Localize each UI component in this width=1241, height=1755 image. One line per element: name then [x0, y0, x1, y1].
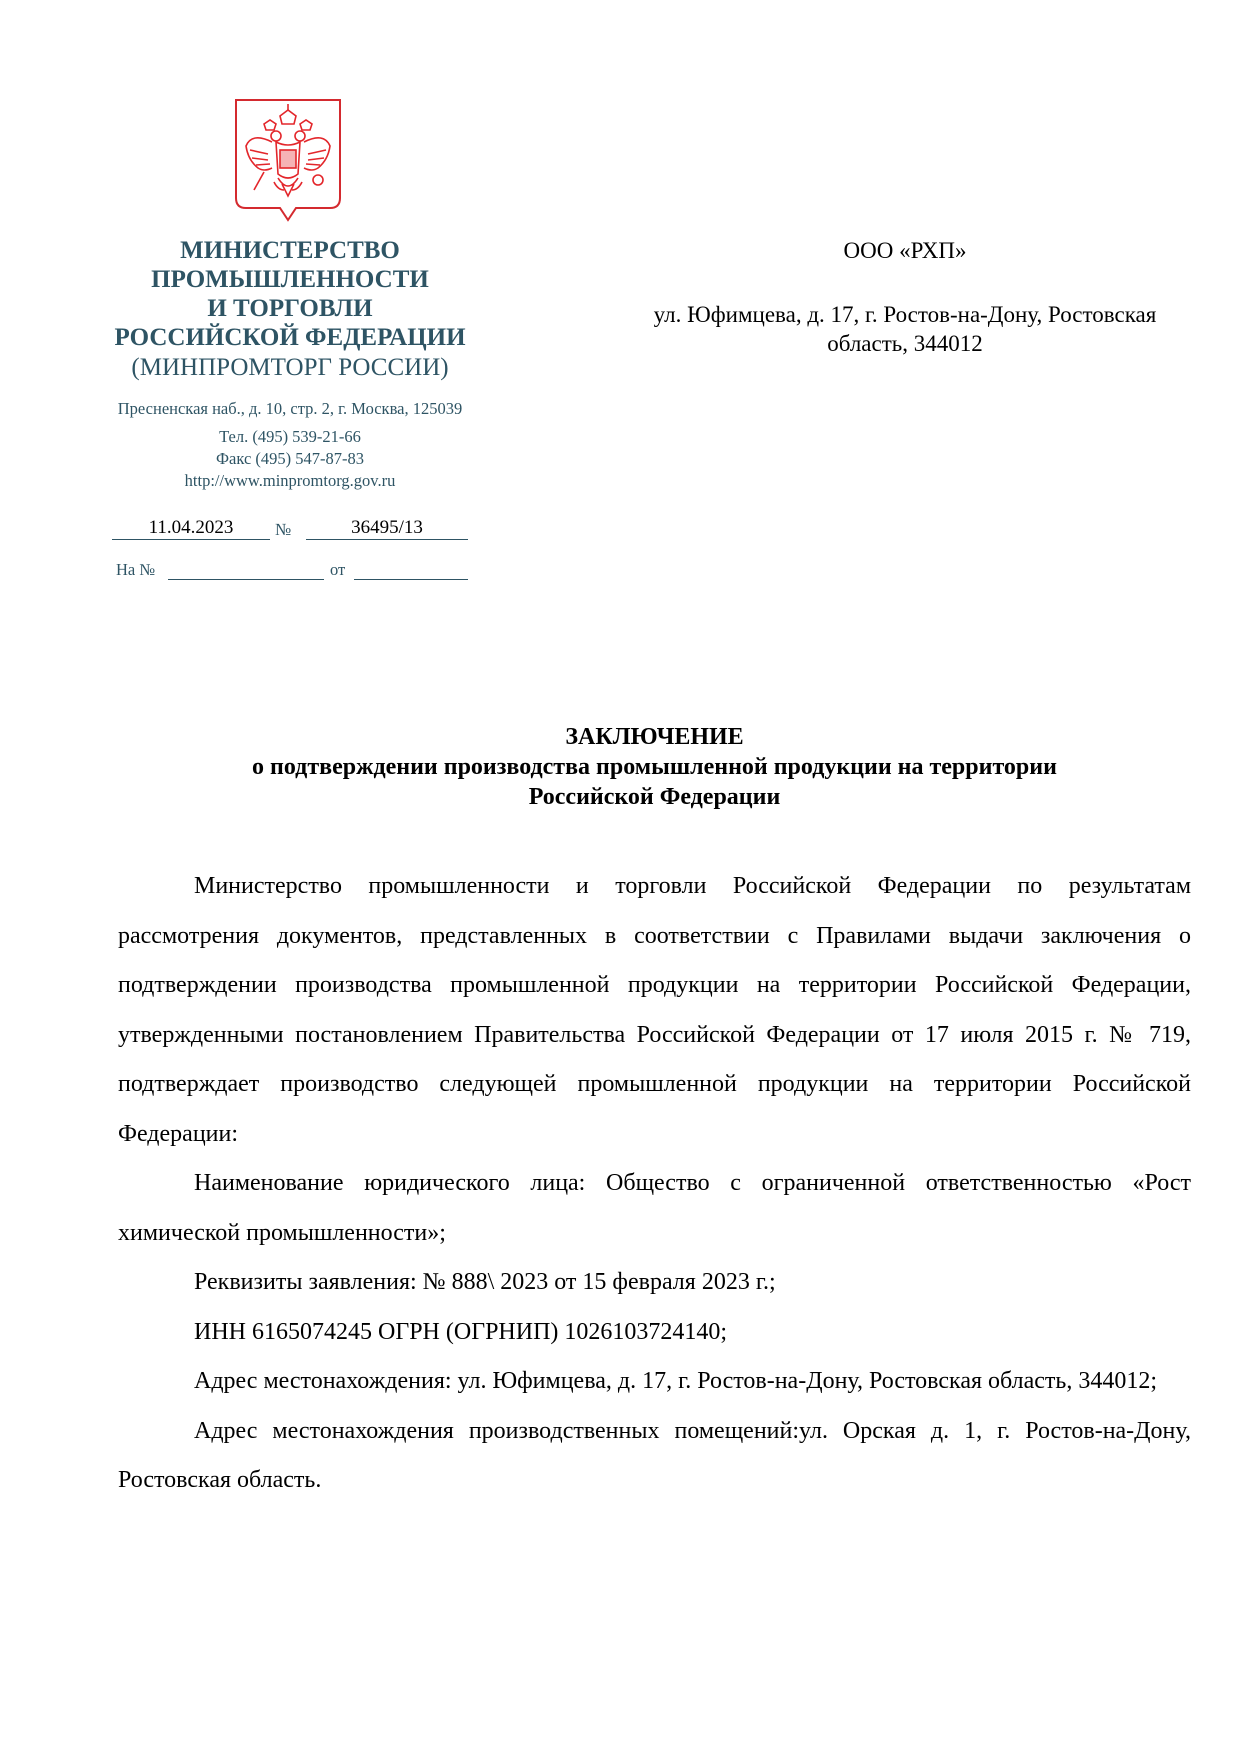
ministry-name-line: РОССИЙСКОЙ ФЕДЕРАЦИИ [114, 324, 466, 351]
body-paragraph: Министерство промышленности и торговли Российской Федерации по результатам рассмотрения документов, представленных в соответствии с Правилами выдачи заключения о подтверждении производства промышленной продукции на территории Российской Федерации, утвержденными постановлением Правительства Российской Федерации от 17 июля 2015 г. № 719, подтверждает производство следующей промышленной продукции на территории Российской Федерации: [118, 873, 1191, 1147]
ministry-address: Пресненская наб., д. 10, стр. 2, г. Москва, 125039 [117, 399, 463, 418]
document-title [118, 722, 1191, 812]
number-sign: № [275, 520, 292, 539]
ministry-name-line: И ТОРГОВЛИ [207, 295, 373, 322]
document-number: 36495/13 [306, 517, 468, 540]
reply-date-blank [354, 579, 468, 580]
ministry-phone: Тел. (495) 539-21-66 [219, 427, 361, 446]
body-paragraph: Адрес местонахождения производственных помещений:ул. Орская д. 1, г. Ростов-на-Дону, Ростовская область. [118, 1417, 1191, 1493]
registration-line [112, 512, 468, 540]
ministry-contacts [60, 398, 520, 492]
body-paragraph: ИНН 6165074245 ОГРН (ОГРНИП) 1026103724140; [194, 1318, 728, 1345]
ministry-block [60, 236, 520, 383]
recipient-address-line: ул. Юфимцева, д. 17, г. Ростов-на-Дону, Ростовская [653, 302, 1157, 327]
reply-date-label: от [330, 560, 346, 579]
ministry-name-line: МИНИСТЕРСТВО [180, 237, 400, 264]
title-heading: ЗАКЛЮЧЕНИЕ [565, 724, 744, 750]
document-body [118, 862, 1191, 1506]
recipient-address-line: область, 344012 [827, 331, 983, 356]
title-subtitle-line: о подтверждении производства промышленной продукции на территории [252, 754, 1057, 780]
body-paragraph: Адрес местонахождения: ул. Юфимцева, д. 17, г. Ростов-на-Дону, Ростовская область, 344012; [194, 1368, 1158, 1394]
reply-number-label: На № [116, 560, 156, 579]
recipient-organization: ООО «РХП» [843, 238, 967, 263]
ministry-short-name: (МИНПРОМТОРГ РОССИИ) [131, 354, 449, 381]
recipient-address [600, 300, 1210, 358]
document-date: 11.04.2023 [112, 517, 270, 540]
recipient-block [600, 236, 1210, 358]
body-paragraph: Наименование юридического лица: Общество с ограниченной ответственностью «Рост химической промышленности»; [118, 1170, 1191, 1246]
reply-reference-line [112, 556, 468, 582]
title-subtitle-line: Российской Федерации [528, 784, 781, 810]
coat-of-arms-icon [234, 98, 342, 222]
ministry-fax: Факс (495) 547-87-83 [215, 449, 365, 468]
reply-number-blank [168, 579, 324, 580]
ministry-name-line: ПРОМЫШЛЕННОСТИ [151, 266, 429, 293]
body-paragraph: Реквизиты заявления: № 888\ 2023 от 15 февраля 2023 г.; [194, 1269, 776, 1295]
ministry-website-link[interactable]: http://www.minpromtorg.gov.ru [184, 471, 396, 490]
